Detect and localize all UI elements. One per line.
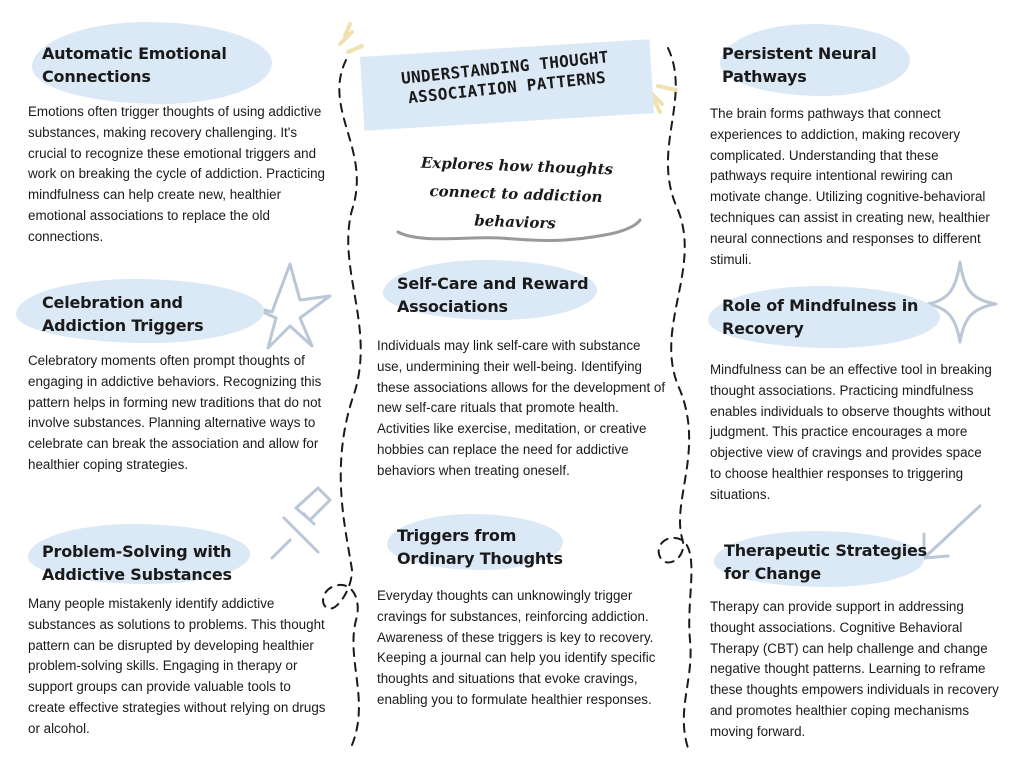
section-body: Everyday thoughts can unknowingly trigger cravings for substances, reinforcing addiction. Awareness of these triggers is key to recovery. Keeping a journal can help you identify specific thoughts and situations that evoke cravings, enabling you to formulate healthier responses. [377, 588, 656, 707]
page-title: UNDERSTANDING THOUGHT ASSOCIATION PATTERNS [400, 47, 610, 108]
section-body: Therapy can provide support in addressing thought associations. Cognitive Behavioral Therapy (CBT) can help challenge and change negative thought patterns. Learning to reframe these thoughts empowers individuals in recovery and promotes healthier coping mechanisms moving forward. [710, 599, 999, 739]
section-body: Many people mistakenly identify addictive substances as solutions to problems. This thought pattern can be disrupted by developing healthier problem-solving skills. Engaging in therapy or support groups can provide valuable tools to create effective strategies without relying on drugs or alcohol. [28, 596, 326, 736]
section-body: Individuals may link self-care with substance use, undermining their well-being. Identifying these associations allows for the development of new self-care rituals that promote health. Activities like exercise, meditation, or creative hobbies can replace the need for addictive behaviors when treating oneself. [377, 338, 666, 478]
section-therapeutic-strategies [710, 539, 1005, 743]
page-subtitle: Explores how thoughts connect to addiction behaviors [420, 153, 614, 233]
section-heading: Automatic Emotional Connections [42, 44, 227, 86]
section-ordinary-thoughts [377, 524, 667, 711]
section-heading: Persistent Neural Pathways [722, 44, 877, 86]
section-body: Celebratory moments often prompt thoughts of engaging in addictive behaviors. Recognizing this pattern helps in forming new traditions that do not involve substances. Planning alternative ways to celebrate can break the association and allow for healthier coping strategies. [28, 353, 322, 472]
section-heading: Role of Mindfulness in Recovery [722, 296, 919, 338]
section-mindfulness [710, 294, 995, 506]
section-heading: Triggers from Ordinary Thoughts [397, 526, 563, 568]
section-body: Emotions often trigger thoughts of using addictive substances, making recovery challenging. It's crucial to recognize these emotional triggers and work on breaking the cycle of addiction. Practicing mindfulness can help create new, healthier emotional associations to replace the old connections. [28, 104, 325, 244]
section-self-care-reward [377, 272, 667, 482]
section-heading: Problem-Solving with Addictive Substances [42, 542, 232, 584]
section-problem-solving [28, 540, 328, 740]
dashed-path-left [323, 60, 361, 745]
section-neural-pathways [710, 42, 995, 270]
section-body: The brain forms pathways that connect experiences to addiction, making recovery complicated. Understanding that these pathways require intentional rewiring can motivate change. Utilizing cognitive-behavioral techniques can assist in creating new, healthier neural connections and responses to different stimuli. [710, 106, 990, 267]
section-heading: Self-Care and Reward Associations [397, 274, 589, 316]
section-body: Mindfulness can be an effective tool in breaking thought associations. Practicing mindfulness enables individuals to observe thoughts without judgment. This practice encourages a more objective view of cravings and provides space to choose healthier responses to triggering situations. [710, 362, 992, 502]
section-heading: Therapeutic Strategies for Change [724, 541, 927, 583]
section-automatic-emotional-connections [28, 42, 328, 248]
section-heading: Celebration and Addiction Triggers [42, 293, 204, 335]
section-celebration-triggers [28, 291, 328, 476]
